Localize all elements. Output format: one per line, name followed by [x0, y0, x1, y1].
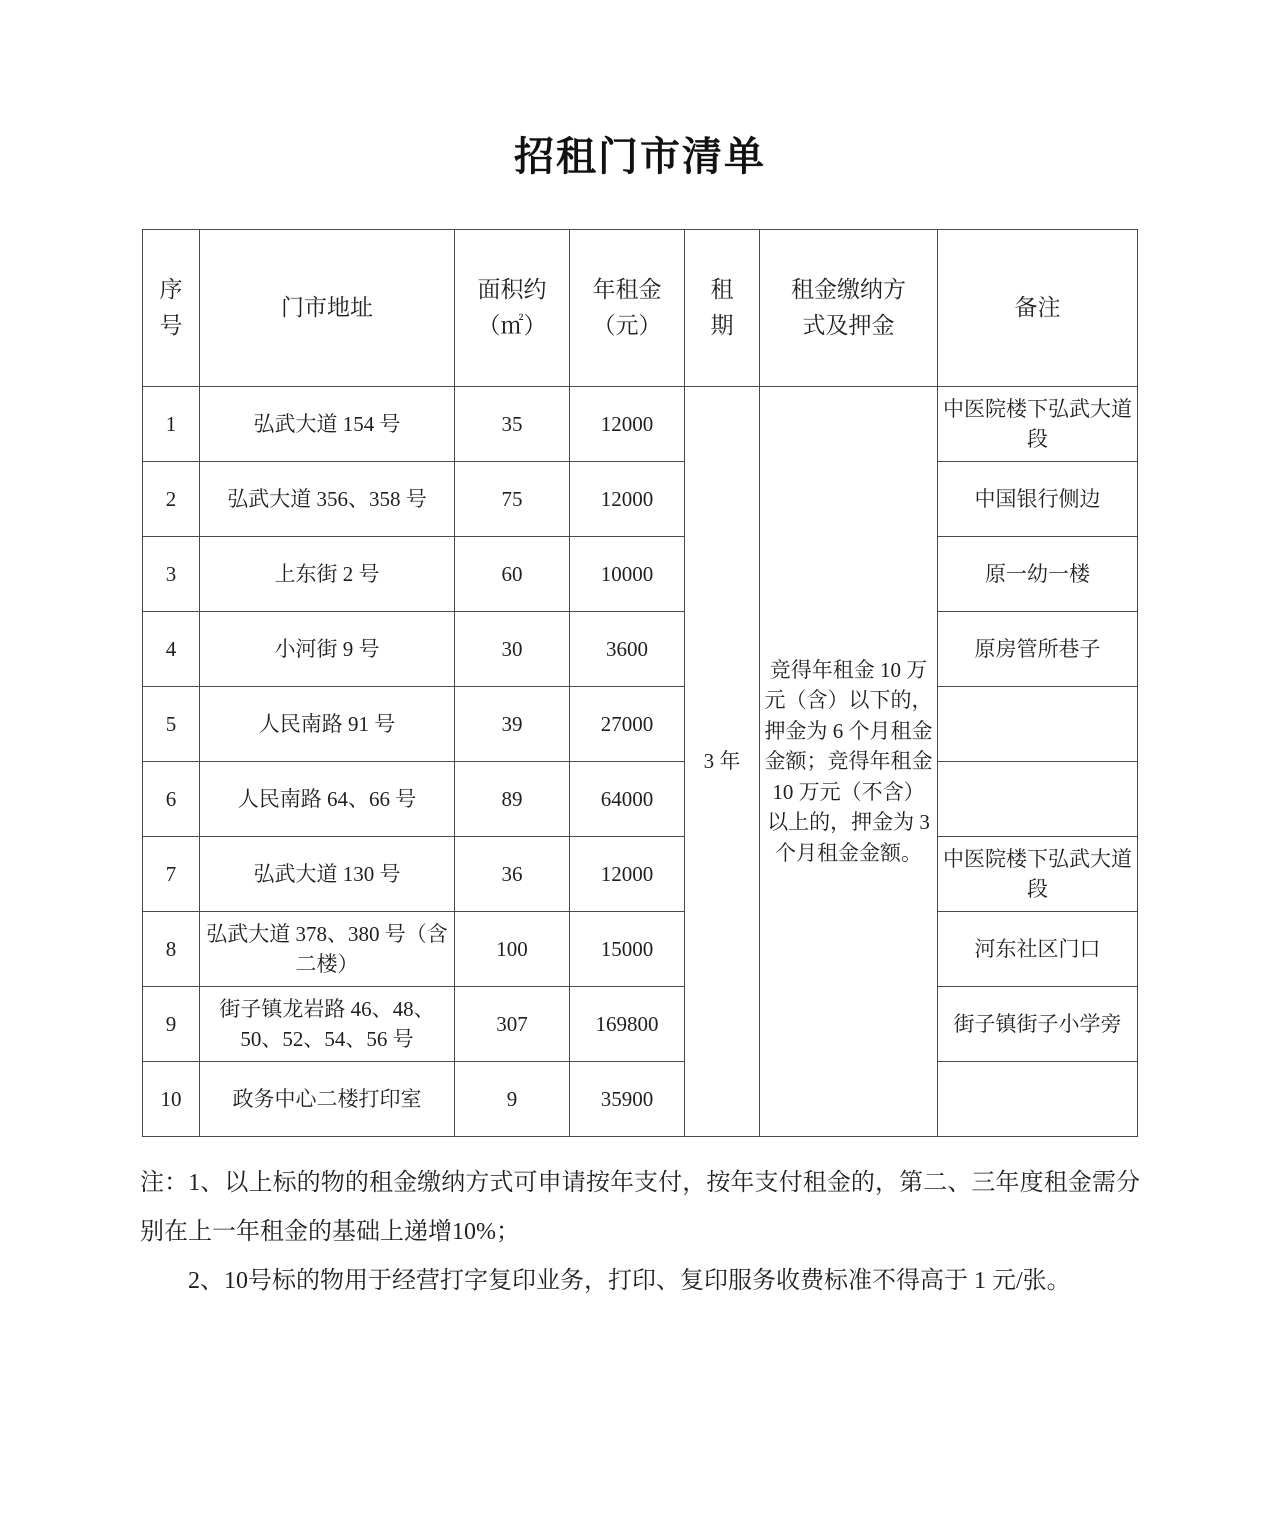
- table-header: [143, 230, 1138, 387]
- cell-remark: 街子镇街子小学旁: [938, 987, 1138, 1062]
- header-rent-line2: （元）: [592, 313, 662, 338]
- header-row: [143, 230, 1138, 387]
- cell-remark: [938, 687, 1138, 762]
- cell-address: 弘武大道 378、380 号（含二楼）: [200, 912, 455, 987]
- cell-seq: 2: [143, 462, 200, 537]
- cell-address: 上东街 2 号: [200, 537, 455, 612]
- rental-listing-table: [142, 229, 1138, 1137]
- header-address-line1: 门市地址: [281, 294, 373, 320]
- cell-remark: 中医院楼下弘武大道段: [938, 837, 1138, 912]
- footnotes: [140, 1137, 1140, 1307]
- cell-lease-term-merged: 3 年: [685, 387, 760, 1137]
- cell-annual-rent: 15000: [570, 912, 685, 987]
- cell-area: 307: [455, 987, 570, 1062]
- cell-seq: 6: [143, 762, 200, 837]
- cell-area: 36: [455, 837, 570, 912]
- cell-annual-rent: 64000: [570, 762, 685, 837]
- header-rent-line1: 年租金: [592, 277, 662, 303]
- cell-seq: 4: [143, 612, 200, 687]
- header-area-line2: （㎡）: [477, 313, 547, 338]
- footnote-1: 注：1、以上标的物的租金缴纳方式可申请按年支付，按年支付租金的，第二、三年度租金需分别在上一年租金的基础上递增10%；: [140, 1170, 1140, 1246]
- cell-seq: 8: [143, 912, 200, 987]
- cell-address: 街子镇龙岩路 46、48、50、52、54、56 号: [200, 987, 455, 1062]
- table-row: [143, 687, 1138, 762]
- cell-area: 100: [455, 912, 570, 987]
- table-row: [143, 462, 1138, 537]
- cell-area: 60: [455, 537, 570, 612]
- cell-annual-rent: 12000: [570, 462, 685, 537]
- table-row: [143, 612, 1138, 687]
- table-row: [143, 387, 1138, 462]
- cell-address: 小河街 9 号: [200, 612, 455, 687]
- cell-address: 政务中心二楼打印室: [200, 1062, 455, 1137]
- cell-remark: 原房管所巷子: [938, 612, 1138, 687]
- header-payment-line1: 租金缴纳方: [791, 277, 906, 303]
- cell-seq: 3: [143, 537, 200, 612]
- cell-area: 89: [455, 762, 570, 837]
- table-row: [143, 837, 1138, 912]
- header-seq-line2: 号: [159, 313, 183, 338]
- cell-remark: 河东社区门口: [938, 912, 1138, 987]
- header-area-line1: 面积约: [477, 277, 547, 303]
- column-header-term: [685, 230, 760, 387]
- table-row: [143, 537, 1138, 612]
- cell-remark: 中国银行侧边: [938, 462, 1138, 537]
- table-body: [143, 387, 1138, 1137]
- column-header-seq: [143, 230, 200, 387]
- column-header-area: [455, 230, 570, 387]
- header-term-line2: 期: [710, 313, 734, 338]
- table-row: [143, 762, 1138, 837]
- cell-remark: 原一幼一楼: [938, 537, 1138, 612]
- cell-annual-rent: 12000: [570, 837, 685, 912]
- cell-remark: 中医院楼下弘武大道段: [938, 387, 1138, 462]
- cell-area: 35: [455, 387, 570, 462]
- cell-seq: 7: [143, 837, 200, 912]
- cell-annual-rent: 35900: [570, 1062, 685, 1137]
- header-seq-line1: 序: [159, 277, 183, 303]
- cell-seq: 10: [143, 1062, 200, 1137]
- cell-annual-rent: 10000: [570, 537, 685, 612]
- table-row: [143, 1062, 1138, 1137]
- cell-annual-rent: 12000: [570, 387, 685, 462]
- cell-area: 75: [455, 462, 570, 537]
- footnote-2: 2、10号标的物用于经营打字复印业务，打印、复印服务收费标准不得高于 1 元/张。: [188, 1268, 1071, 1295]
- cell-seq: 5: [143, 687, 200, 762]
- cell-remark: [938, 762, 1138, 837]
- cell-seq: 1: [143, 387, 200, 462]
- cell-annual-rent: 3600: [570, 612, 685, 687]
- column-header-payment: [760, 230, 938, 387]
- cell-remark: [938, 1062, 1138, 1137]
- cell-address: 弘武大道 154 号: [200, 387, 455, 462]
- cell-area: 30: [455, 612, 570, 687]
- cell-address: 弘武大道 130 号: [200, 837, 455, 912]
- column-header-address: [200, 230, 455, 387]
- cell-address: 人民南路 91 号: [200, 687, 455, 762]
- table-row: [143, 912, 1138, 987]
- cell-area: 9: [455, 1062, 570, 1137]
- cell-area: 39: [455, 687, 570, 762]
- column-header-annual-rent: [570, 230, 685, 387]
- header-payment-line2: 式及押金: [802, 313, 895, 338]
- cell-address: 弘武大道 356、358 号: [200, 462, 455, 537]
- table-row: [143, 987, 1138, 1062]
- cell-address: 人民南路 64、66 号: [200, 762, 455, 837]
- cell-annual-rent: 169800: [570, 987, 685, 1062]
- cell-seq: 9: [143, 987, 200, 1062]
- cell-payment-terms-merged: 竞得年租金 10 万元（含）以下的，押金为 6 个月租金金额；竞得年租金 10 万元（不含）以上的，押金为 3 个月租金金额。: [760, 387, 938, 1137]
- cell-annual-rent: 27000: [570, 687, 685, 762]
- listing-table-container: [142, 179, 1138, 1137]
- header-remark-line1: 备注: [1014, 294, 1061, 320]
- page-title: 招租门市清单: [514, 134, 766, 179]
- header-term-line1: 租: [710, 277, 734, 303]
- column-header-remark: [938, 230, 1138, 387]
